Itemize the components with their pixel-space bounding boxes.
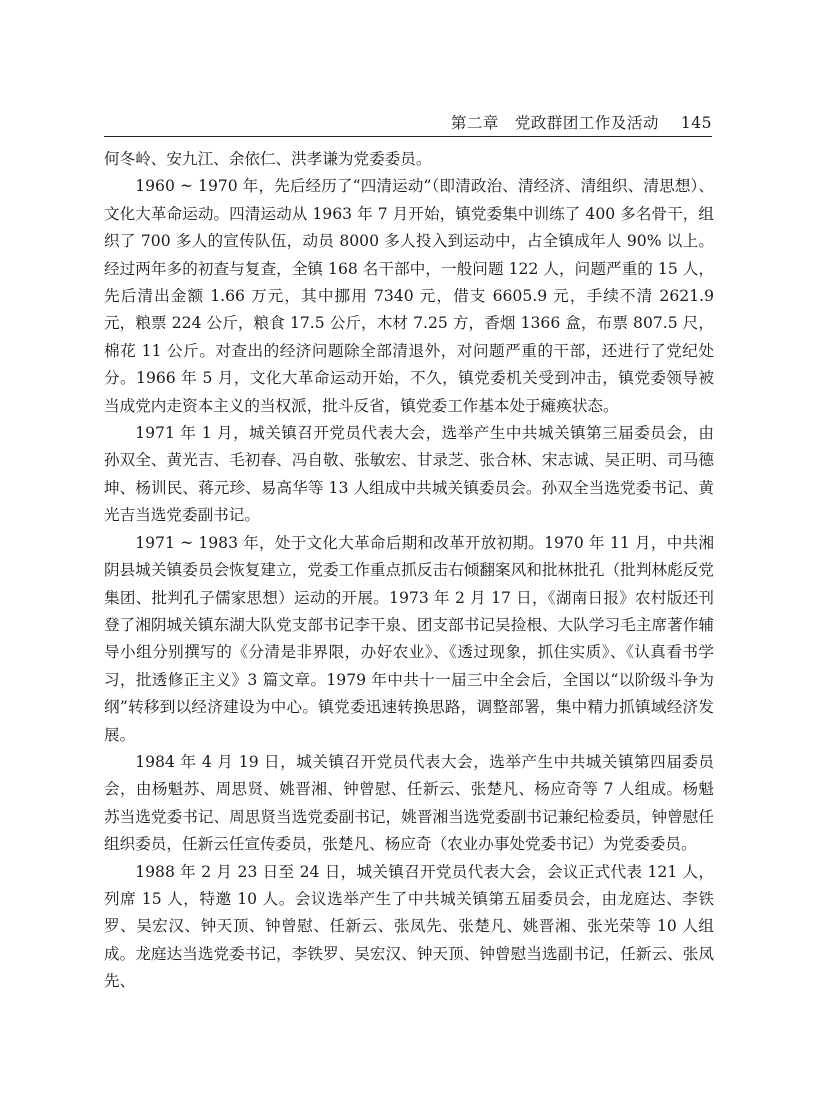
paragraph-fourth-committee: 1984 年 4 月 19 日，城关镇召开党员代表大会，选举产生中共城关镇第四届委员会，由杨魁苏、周思贤、姚晋湘、钟曾慰、任新云、张楚凡、杨应奇等 7 人组成。杨魁苏当选党委书记、周思贤当选党委副书记，姚晋湘当选党委副书记兼纪检委员，钟曾慰任组织委员，任新云任宣传委员，张楚凡、杨应奇（农业办事处党委书记）为党委委员。 — [104, 752, 714, 854]
page-number: 145 — [680, 114, 712, 132]
paragraph-continuation: 何冬岭、安九江、余依仁、洪孝谦为党委委员。 — [104, 150, 432, 168]
paragraph-1971-1983: 1971 ~ 1983 年，处于文化大革命后期和改革开放初期。1970 年 11 月，中共湘阴县城关镇委员会恢复建立，党委工作重点抓反击右倾翻案风和批林批孔（批判林彪反党集团、批判孔子儒家思想）运动的开展。1973 年 2 月 17 日，《湖南日报》农村版还刊登了湘阴城关镇东湖大队党支部书记李干泉、团支部书记吴捡根、大队学习毛主席著作辅导小组分别撰写的《分清是非界限，办好农业》、《透过现象，抓住实质》、《认真看书学习，批透修正主义》3 篇文章。1979 年中共十一届三中全会后，全国以“以阶级斗争为纲”转移到以经济建设为中心。镇党委迅速转换思路，调整部署，集中精力抓镇域经济发展。 — [104, 533, 714, 744]
body-text — [104, 146, 714, 996]
chapter-title: 第二章 党政群团工作及活动 — [450, 114, 659, 132]
running-header — [104, 112, 712, 137]
paragraph-fifth-committee: 1988 年 2 月 23 日至 24 日，城关镇召开党员代表大会，会议正式代表 121 人，列席 15 人，特邀 10 人。会议选举产生了中共城关镇第五届委员会，由龙庭达、李铁罗、吴宏汉、钟天顶、钟曾慰、任新云、张凤先、张楚凡、姚晋湘、张光荣等 10 人组成。龙庭达当选党委书记，李铁罗、吴宏汉、钟天顶、钟曾慰当选副书记，任新云、张凤先、 — [104, 862, 714, 991]
paragraph-third-committee: 1971 年 1 月，城关镇召开党员代表大会，选举产生中共城关镇第三届委员会，由孙双全、黄光吉、毛初春、冯自敬、张敏宏、甘录芝、张合林、宋志诚、吴正明、司马德坤、杨训民、蒋元珍、易高华等 13 人组成中共城关镇委员会。孙双全当选党委书记、黄光吉当选党委副书记。 — [104, 424, 714, 525]
paragraph-four-cleanups: 1960 ~ 1970 年，先后经历了“四清运动”（即清政治、清经济、清组织、清思想）、文化大革命运动。四清运动从 1963 年 7 月开始，镇党委集中训练了 400 多名骨干，组织了 700 多人的宣传队伍，动员 8000 多人投入到运动中，占全镇成年人 90% 以上。经过两年多的初查与复查，全镇 168 名干部中，一般问题 122 人，问题严重的 15 人，先后清出金额 1.66 万元，其中挪用 7340 元，借支 6605.9 元，手续不清 2621.9 元，粮票 224 公斤，粮食 17.5 公斤，木材 7.25 方，香烟 1366 盒，布票 807.5 尺，棉花 11 公斤。对查出的经济问题除全部清退外，对问题严重的干部，还进行了党纪处分。1966 年 5 月，文化大革命运动开始，不久，镇党委机关受到冲击，镇党委领导被当成党内走资本主义的当权派，批斗反省，镇党委工作基本处于瘫痪状态。 — [104, 177, 714, 415]
